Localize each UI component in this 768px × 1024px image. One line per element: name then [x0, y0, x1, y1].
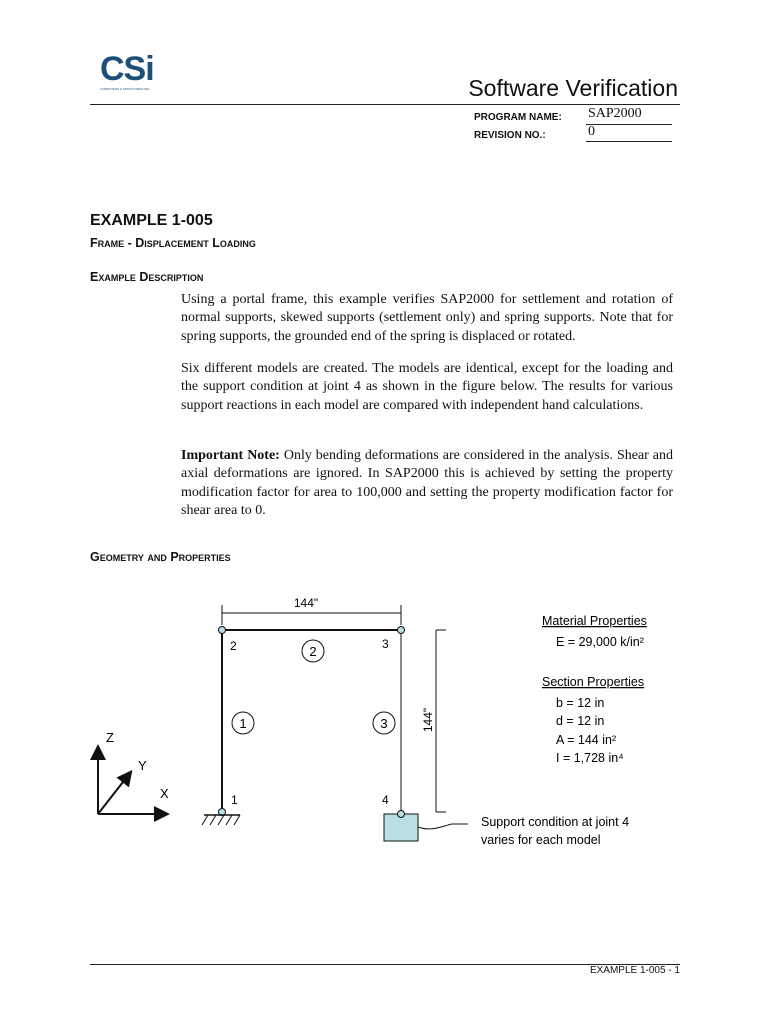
footer-page-label: EXAMPLE 1-005 - 1: [589, 965, 680, 976]
axis-x-label: X: [160, 786, 169, 801]
geometry-heading: Geometry and Properties: [90, 550, 231, 564]
section-width: b = 12 in: [556, 696, 605, 710]
joint-label-3: 3: [382, 637, 389, 651]
section-area: A = 144 in²: [556, 733, 617, 747]
joint-4-support-box: [384, 814, 418, 841]
member-label-2: 2: [309, 644, 317, 659]
axis-y-label: Y: [138, 758, 147, 773]
revision-label: REVISION NO.:: [474, 130, 546, 141]
member-label-3: 3: [380, 716, 388, 731]
description-heading: Example Description: [90, 270, 204, 284]
axes-triad: [98, 730, 169, 814]
joint-label-1: 1: [231, 793, 238, 807]
joint-label-2: 2: [230, 639, 237, 653]
logo-mark: CSi: [100, 50, 154, 88]
joint-4-node: [398, 811, 405, 818]
material-modulus: E = 29,000 k/in²: [556, 635, 644, 649]
joint-label-4: 4: [382, 793, 389, 807]
joint-3-node: [398, 627, 405, 634]
portal-frame-figure: [80, 580, 700, 870]
revision-underline: [586, 141, 672, 142]
description-paragraph-2: Six different models are created. The models are identical, except for the loading and the support condition at joint 4 as shown in the figure below. The results for various support reactions in each model are compared with independent hand calculations.: [181, 361, 673, 413]
height-dimension-label: 144": [421, 707, 435, 733]
height-dimension: [421, 630, 446, 812]
support-callout-line: [418, 824, 468, 829]
material-properties-heading: Material Properties: [542, 614, 647, 628]
section-properties-heading: Section Properties: [542, 675, 645, 689]
section-inertia: I = 1,728 in⁴: [556, 751, 624, 765]
logo-tagline: COMPUTERS & STRUCTURES INC.: [100, 87, 151, 91]
description-paragraph-1: Using a portal frame, this example verifies SAP2000 for settlement and rotation of normal supports, skewed supports (settlement only) and spring supports. Note that for spring supports, the grounded end of the spring is displaced or rotated.: [181, 292, 673, 344]
support-note-line-2: varies for each model: [481, 833, 601, 847]
header-rule: [90, 104, 680, 105]
support-note-line-1: Support condition at joint 4: [481, 815, 630, 829]
csi-logo: [100, 52, 160, 96]
width-dimension: [222, 596, 401, 625]
document-title: Software Verification: [468, 75, 678, 101]
revision-value: 0: [588, 124, 595, 139]
important-note-label: Important Note:: [181, 448, 280, 463]
width-dimension-label: 144": [293, 596, 319, 610]
example-subtitle: Frame - Displacement Loading: [90, 236, 256, 250]
important-note-text: Only bending deformations are considered in the analysis. Shear and axial deformations are ignored. In SAP2000 this is achieved by setting the property modification factor for area to 100,000 and setting the property modification factor for shear area to 0.: [181, 448, 674, 518]
section-depth: d = 12 in: [556, 714, 605, 728]
fixed-support-icon: [202, 815, 240, 825]
axis-z-label: Z: [106, 730, 114, 745]
program-name-label: PROGRAM NAME:: [474, 112, 562, 123]
program-name-value: SAP2000: [588, 106, 642, 121]
joint-2-node: [219, 627, 226, 634]
program-name-underline: [586, 124, 672, 125]
important-note-paragraph: [181, 447, 673, 520]
example-title: EXAMPLE 1-005: [90, 212, 213, 229]
member-label-1: 1: [239, 716, 247, 731]
